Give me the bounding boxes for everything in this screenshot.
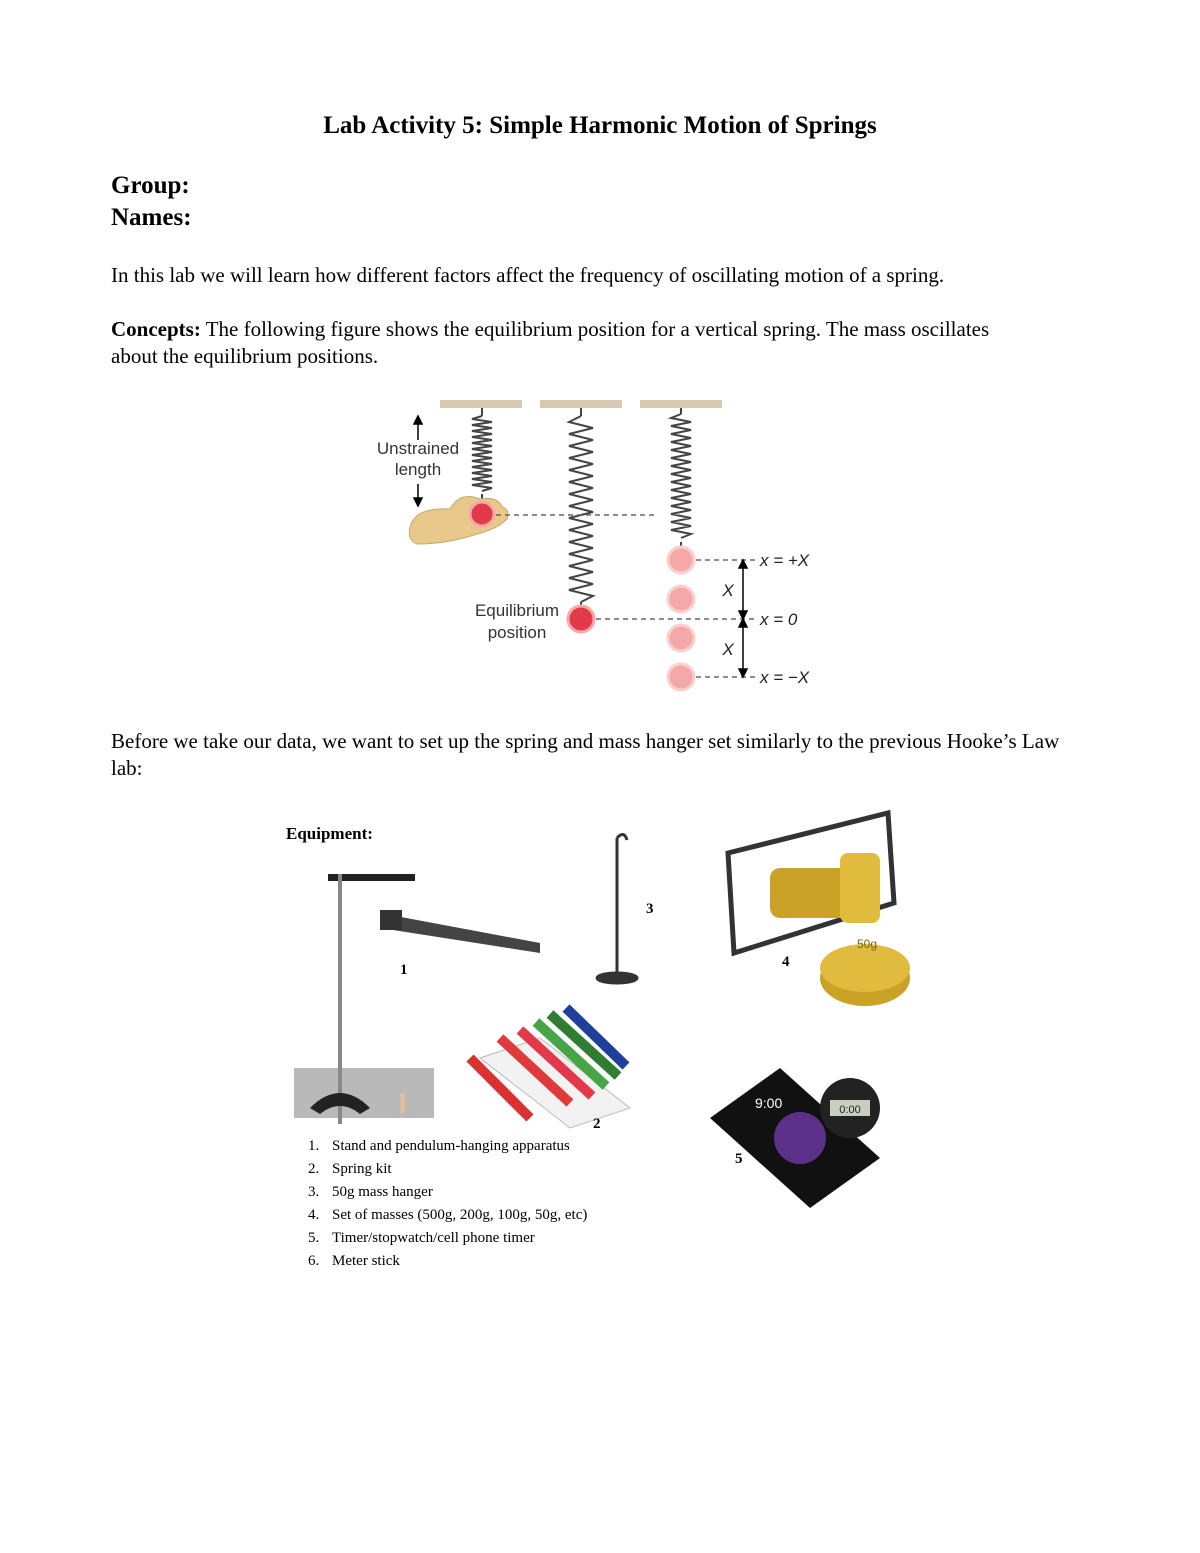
amplitude-label-lower: X [722,640,734,659]
stopwatch-display: 0:00 [839,1104,861,1116]
ceiling-bar-1 [440,400,522,408]
mass-position-plus [668,547,694,573]
ceiling-bar-2 [540,400,622,408]
list-item: Timer/stopwatch/cell phone timer [332,1230,535,1246]
position-minus-label: x = −X [760,668,810,687]
ceiling-bar-3 [640,400,722,408]
mass-set-illustration [728,813,910,1006]
pendulum-arm-illustration [380,910,540,953]
list-item-number: 1. [308,1138,320,1154]
list-item-number: 3. [308,1184,320,1200]
setup-paragraph: Before we take our data, we want to set up the spring and mass hanger set similarly to the previous Hooke’s Law lab: [111,729,1060,780]
equilibrium-label-2: position [487,623,547,642]
callout-5: 5 [735,1151,743,1167]
callout-2: 2 [593,1116,601,1132]
list-item: Meter stick [332,1253,400,1269]
concepts-text: The following figure shows the equilibrium position for a vertical spring. The mass oscillates about the equilibrium positions. [111,317,990,368]
spring-1 [472,408,492,502]
mass-position-minus [668,664,694,690]
unstrained-label-2: length [394,460,442,479]
position-zero-label: x = 0 [760,610,798,629]
concepts-label: Concepts: [111,317,201,341]
names-label: Names: [111,204,192,231]
amplitude-label-upper: X [722,581,734,600]
list-item: 50g mass hanger [332,1184,433,1200]
group-label: Group: [111,172,190,199]
mass-hanger-illustration [597,834,637,983]
list-item: Set of masses (500g, 200g, 100g, 50g, etc) [332,1207,588,1223]
mass-at-equilibrium [568,606,594,632]
list-item: Stand and pendulum-hanging apparatus [332,1138,570,1154]
callout-1: 1 [400,962,408,978]
intro-paragraph: In this lab we will learn how different factors affect the frequency of oscillating motion of a spring. [111,263,945,287]
concepts-paragraph [111,316,1011,370]
equipment-list [308,1138,587,1269]
unstrained-label-1: Unstrained [376,439,460,458]
spring-3 [671,408,691,548]
equipment-figure [280,808,920,1288]
mass-stamp: 50g [856,937,878,951]
callout-3: 3 [646,901,654,917]
list-item-number: 2. [308,1161,320,1177]
timer-illustration [710,1068,880,1208]
position-plus-label: x = +X [760,551,810,570]
stand-illustration [294,874,434,1124]
mass-position-mid-lower [668,625,694,651]
reference-dashed-lines [496,515,755,677]
list-item-number: 6. [308,1253,320,1269]
list-item: Spring kit [332,1161,392,1177]
equilibrium-label-1: Equilibrium [474,601,560,620]
spring-equilibrium-figure [360,392,840,692]
list-item-number: 4. [308,1207,320,1223]
spring-2 [569,408,593,606]
page-title: Lab Activity 5: Simple Harmonic Motion of Springs [323,112,877,139]
list-item-number: 5. [308,1230,320,1246]
callout-4: 4 [782,954,790,970]
spring-kit-illustration [470,1008,630,1128]
mass-in-hand [470,502,494,526]
equipment-heading: Equipment: [286,824,373,843]
phone-time: 9:00 [755,1095,783,1111]
mass-position-mid-upper [668,586,694,612]
